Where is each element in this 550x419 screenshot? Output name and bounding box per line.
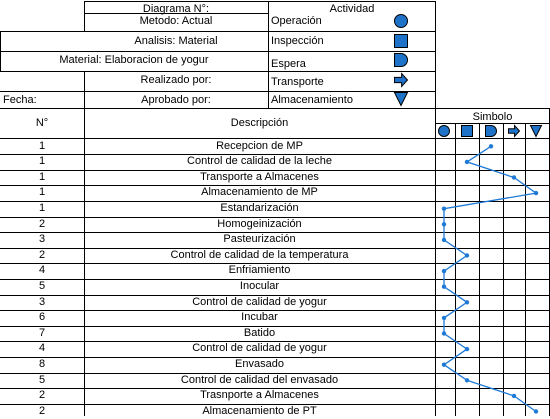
- row-description: Homogeinización: [217, 217, 302, 230]
- flow-point: [512, 175, 516, 179]
- row-number: 5: [38, 279, 46, 292]
- d-shape-icon: [395, 54, 408, 67]
- row-description: Control de calidad de yogur: [192, 342, 327, 355]
- row-description: Almacenamiento de MP: [201, 186, 318, 199]
- row-number: 1: [38, 186, 46, 199]
- made-by-label: Realizado por:: [140, 74, 212, 86]
- method-label: Metodo: Actual: [139, 15, 213, 27]
- legend-label-inspection: Inspección: [271, 35, 324, 47]
- row-description: Enfriamiento: [228, 264, 291, 277]
- row-description: Batido: [243, 326, 276, 339]
- flow-point: [442, 269, 446, 273]
- flow-point: [465, 378, 469, 382]
- flow-point: [442, 238, 446, 242]
- row-number: 2: [38, 389, 46, 402]
- flow-point: [465, 347, 469, 351]
- analysis-label: Analisis: Material: [134, 35, 218, 47]
- row-number: 1: [38, 155, 46, 168]
- activity-label: Actividad: [329, 3, 375, 15]
- flow-point: [442, 222, 446, 226]
- arrow-right-icon: [395, 74, 408, 87]
- row-description: Envasado: [235, 357, 284, 370]
- row-number: 2: [38, 404, 46, 417]
- flow-point: [442, 316, 446, 320]
- flow-point: [465, 160, 469, 164]
- row-number: 3: [38, 295, 46, 308]
- flow-point: [489, 144, 493, 148]
- flow-point: [442, 207, 446, 211]
- diagram-number-label: Diagrama N°:: [142, 3, 210, 15]
- row-description: Recepcion de MP: [216, 139, 303, 152]
- circle-icon: [395, 15, 408, 28]
- legend-label-storage: Almacenamiento: [271, 94, 353, 106]
- row-description: Control de calidad del envasado: [180, 373, 339, 386]
- flow-point: [442, 331, 446, 335]
- d-shape-icon: [486, 126, 497, 137]
- flow-point: [465, 253, 469, 257]
- row-description: Control de calidad de yogur: [192, 295, 327, 308]
- row-description: Almacenamiento de PT: [202, 404, 317, 417]
- row-number: 1: [38, 170, 46, 183]
- row-number: 2: [38, 248, 46, 261]
- row-number: 5: [38, 373, 46, 386]
- column-header-symbol: Simbolo: [472, 111, 513, 123]
- square-icon: [462, 126, 473, 137]
- approved-by-label: Aprobado por:: [141, 94, 211, 106]
- row-description: Incubar: [241, 311, 278, 324]
- circle-icon: [439, 126, 450, 137]
- row-description: Inocular: [239, 279, 280, 292]
- flow-point: [465, 300, 469, 304]
- row-number: 4: [38, 342, 46, 355]
- row-description: Trasnporte a Almacenes: [200, 389, 319, 402]
- flow-point: [442, 363, 446, 367]
- row-description: Control de calidad de la leche: [187, 155, 332, 168]
- flow-point: [534, 409, 538, 413]
- row-number: 1: [38, 201, 46, 214]
- arrow-right-icon: [509, 126, 520, 137]
- legend-label-wait: Espera: [271, 58, 306, 70]
- triangle-down-icon: [531, 126, 542, 137]
- row-number: 4: [38, 264, 46, 277]
- row-number: 3: [38, 233, 46, 246]
- row-description: Estandarización: [220, 201, 299, 214]
- row-description: Control de calidad de la temperatura: [170, 248, 349, 261]
- column-header-number: N°: [35, 117, 49, 129]
- row-description: Pasteurización: [223, 233, 296, 246]
- legend-label-operation: Operación: [271, 15, 322, 27]
- row-number: 7: [38, 326, 46, 339]
- row-number: 1: [38, 139, 46, 152]
- material-label: Material: Elaboracion de yogur: [59, 54, 209, 66]
- square-icon: [395, 35, 408, 48]
- flow-line: [444, 146, 536, 411]
- flow-point: [534, 191, 538, 195]
- legend-label-transport: Transporte: [271, 76, 324, 88]
- date-label: Fecha:: [3, 94, 37, 106]
- triangle-down-icon: [395, 93, 408, 106]
- row-number: 8: [38, 357, 46, 370]
- flow-point: [442, 285, 446, 289]
- flow-point: [512, 394, 516, 398]
- row-description: Transporte a Almacenes: [200, 170, 319, 183]
- row-number: 2: [38, 217, 46, 230]
- row-number: 6: [38, 311, 46, 324]
- column-header-description: Descripción: [230, 117, 289, 129]
